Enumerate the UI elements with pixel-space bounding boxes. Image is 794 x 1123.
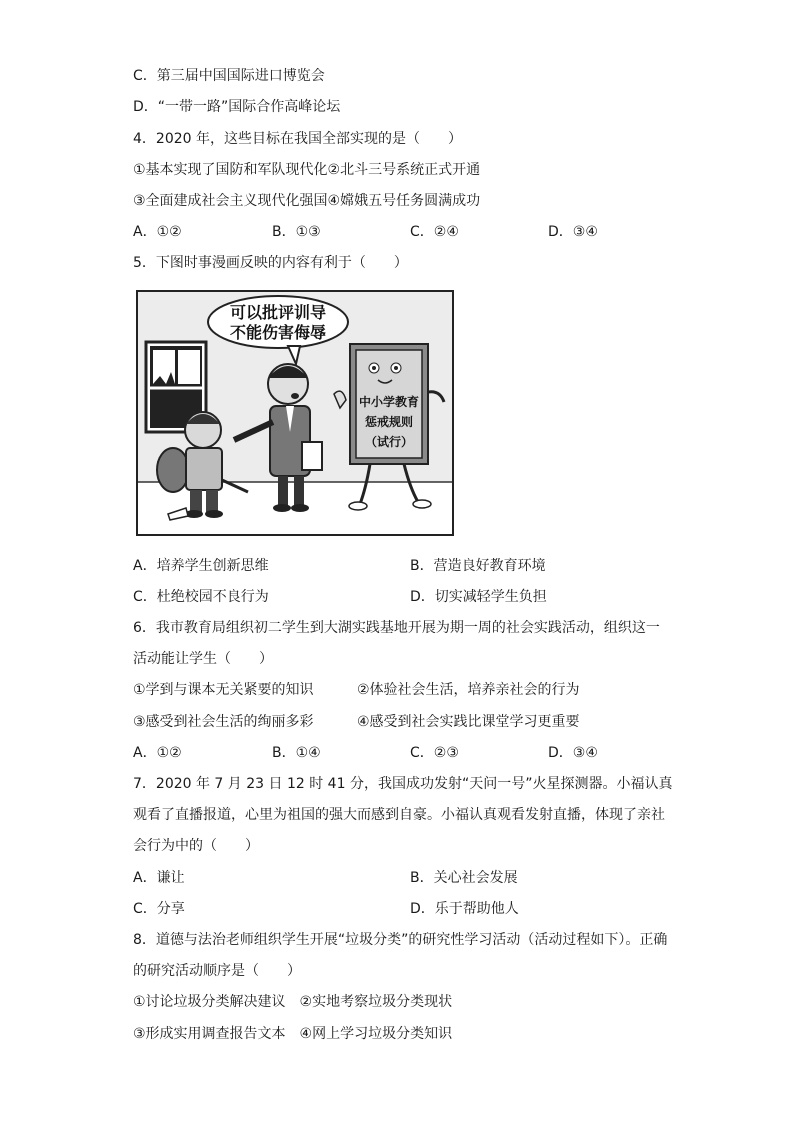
q7-option-c: C．分享: [133, 901, 185, 917]
q4-statements-1: ①基本实现了国防和军队现代化②北斗三号系统正式开通: [133, 162, 481, 178]
speech-bubble-line2: 不能伤害侮辱: [229, 323, 327, 342]
rulebook-title-line1: 中小学教育: [358, 395, 420, 409]
q6-statement-3: ③感受到社会生活的绚丽多彩: [133, 714, 314, 730]
question-7-line1: 7．2020 年 7 月 23 日 12 时 41 分，我国成功发射“天问一号”火星探测器。小福认真: [133, 776, 673, 792]
q6-statement-1: ①学到与课本无关紧要的知识: [133, 682, 314, 698]
question-8-line2: 的研究活动顺序是（ ）: [133, 963, 301, 979]
q5-option-c: C．杜绝校园不良行为: [133, 589, 269, 605]
q8-statements-1: ①讨论垃圾分类解决建议 ②实地考察垃圾分类现状: [133, 994, 453, 1010]
q4-option-a: A．①②: [133, 224, 182, 240]
q4-statements-2: ③全面建成社会主义现代化强国④嫦娥五号任务圆满成功: [133, 193, 481, 209]
q5-option-a: A．培养学生创新思维: [133, 558, 269, 574]
question-5: 5．下图时事漫画反映的内容有利于（ ）: [133, 255, 408, 271]
q7-option-a: A．谦让: [133, 870, 185, 886]
q6-option-c: C．②③: [410, 745, 459, 761]
q4-option-b: B．①③: [272, 224, 321, 240]
cartoon-illustration: [138, 292, 452, 534]
line-option-d: D．“一带一路”国际合作高峰论坛: [133, 99, 341, 115]
q5-option-b: B．营造良好教育环境: [410, 558, 546, 574]
question-8-line1: 8．道德与法治老师组织学生开展“垃圾分类”的研究性学习活动（活动过程如下）。正确: [133, 932, 668, 948]
question-7-line2: 观看了直播报道，心里为祖国的强大而感到自豪。小福认真观看发射直播，体现了亲社: [133, 807, 665, 823]
q7-option-b: B．关心社会发展: [410, 870, 518, 886]
q6-statement-4: ④感受到社会实践比课堂学习更重要: [357, 714, 580, 730]
q4-option-d: D．③④: [548, 224, 598, 240]
speech-bubble-line1: 可以批评训导: [229, 303, 327, 322]
rulebook-title-line3: （试行）: [364, 435, 414, 449]
q6-statement-2: ②体验社会生活，培养亲社会的行为: [357, 682, 580, 698]
q4-option-c: C．②④: [410, 224, 459, 240]
rulebook-title-line2: 惩戒规则: [364, 415, 414, 429]
question-6-line2: 活动能让学生（ ）: [133, 651, 273, 667]
question-7-line3: 会行为中的（ ）: [133, 838, 259, 854]
q6-option-d: D．③④: [548, 745, 598, 761]
q6-option-b: B．①④: [272, 745, 321, 761]
cartoon-image: [136, 290, 454, 536]
q5-option-d: D．切实减轻学生负担: [410, 589, 547, 605]
q7-option-d: D．乐于帮助他人: [410, 901, 519, 917]
question-6-line1: 6．我市教育局组织初二学生到大湖实践基地开展为期一周的社会实践活动，组织这一: [133, 620, 660, 636]
q6-option-a: A．①②: [133, 745, 182, 761]
question-4: 4．2020 年，这些目标在我国全部实现的是（ ）: [133, 131, 462, 147]
q8-statements-2: ③形成实用调查报告文本 ④网上学习垃圾分类知识: [133, 1026, 453, 1042]
line-option-c: C．第三届中国国际进口博览会: [133, 68, 325, 84]
